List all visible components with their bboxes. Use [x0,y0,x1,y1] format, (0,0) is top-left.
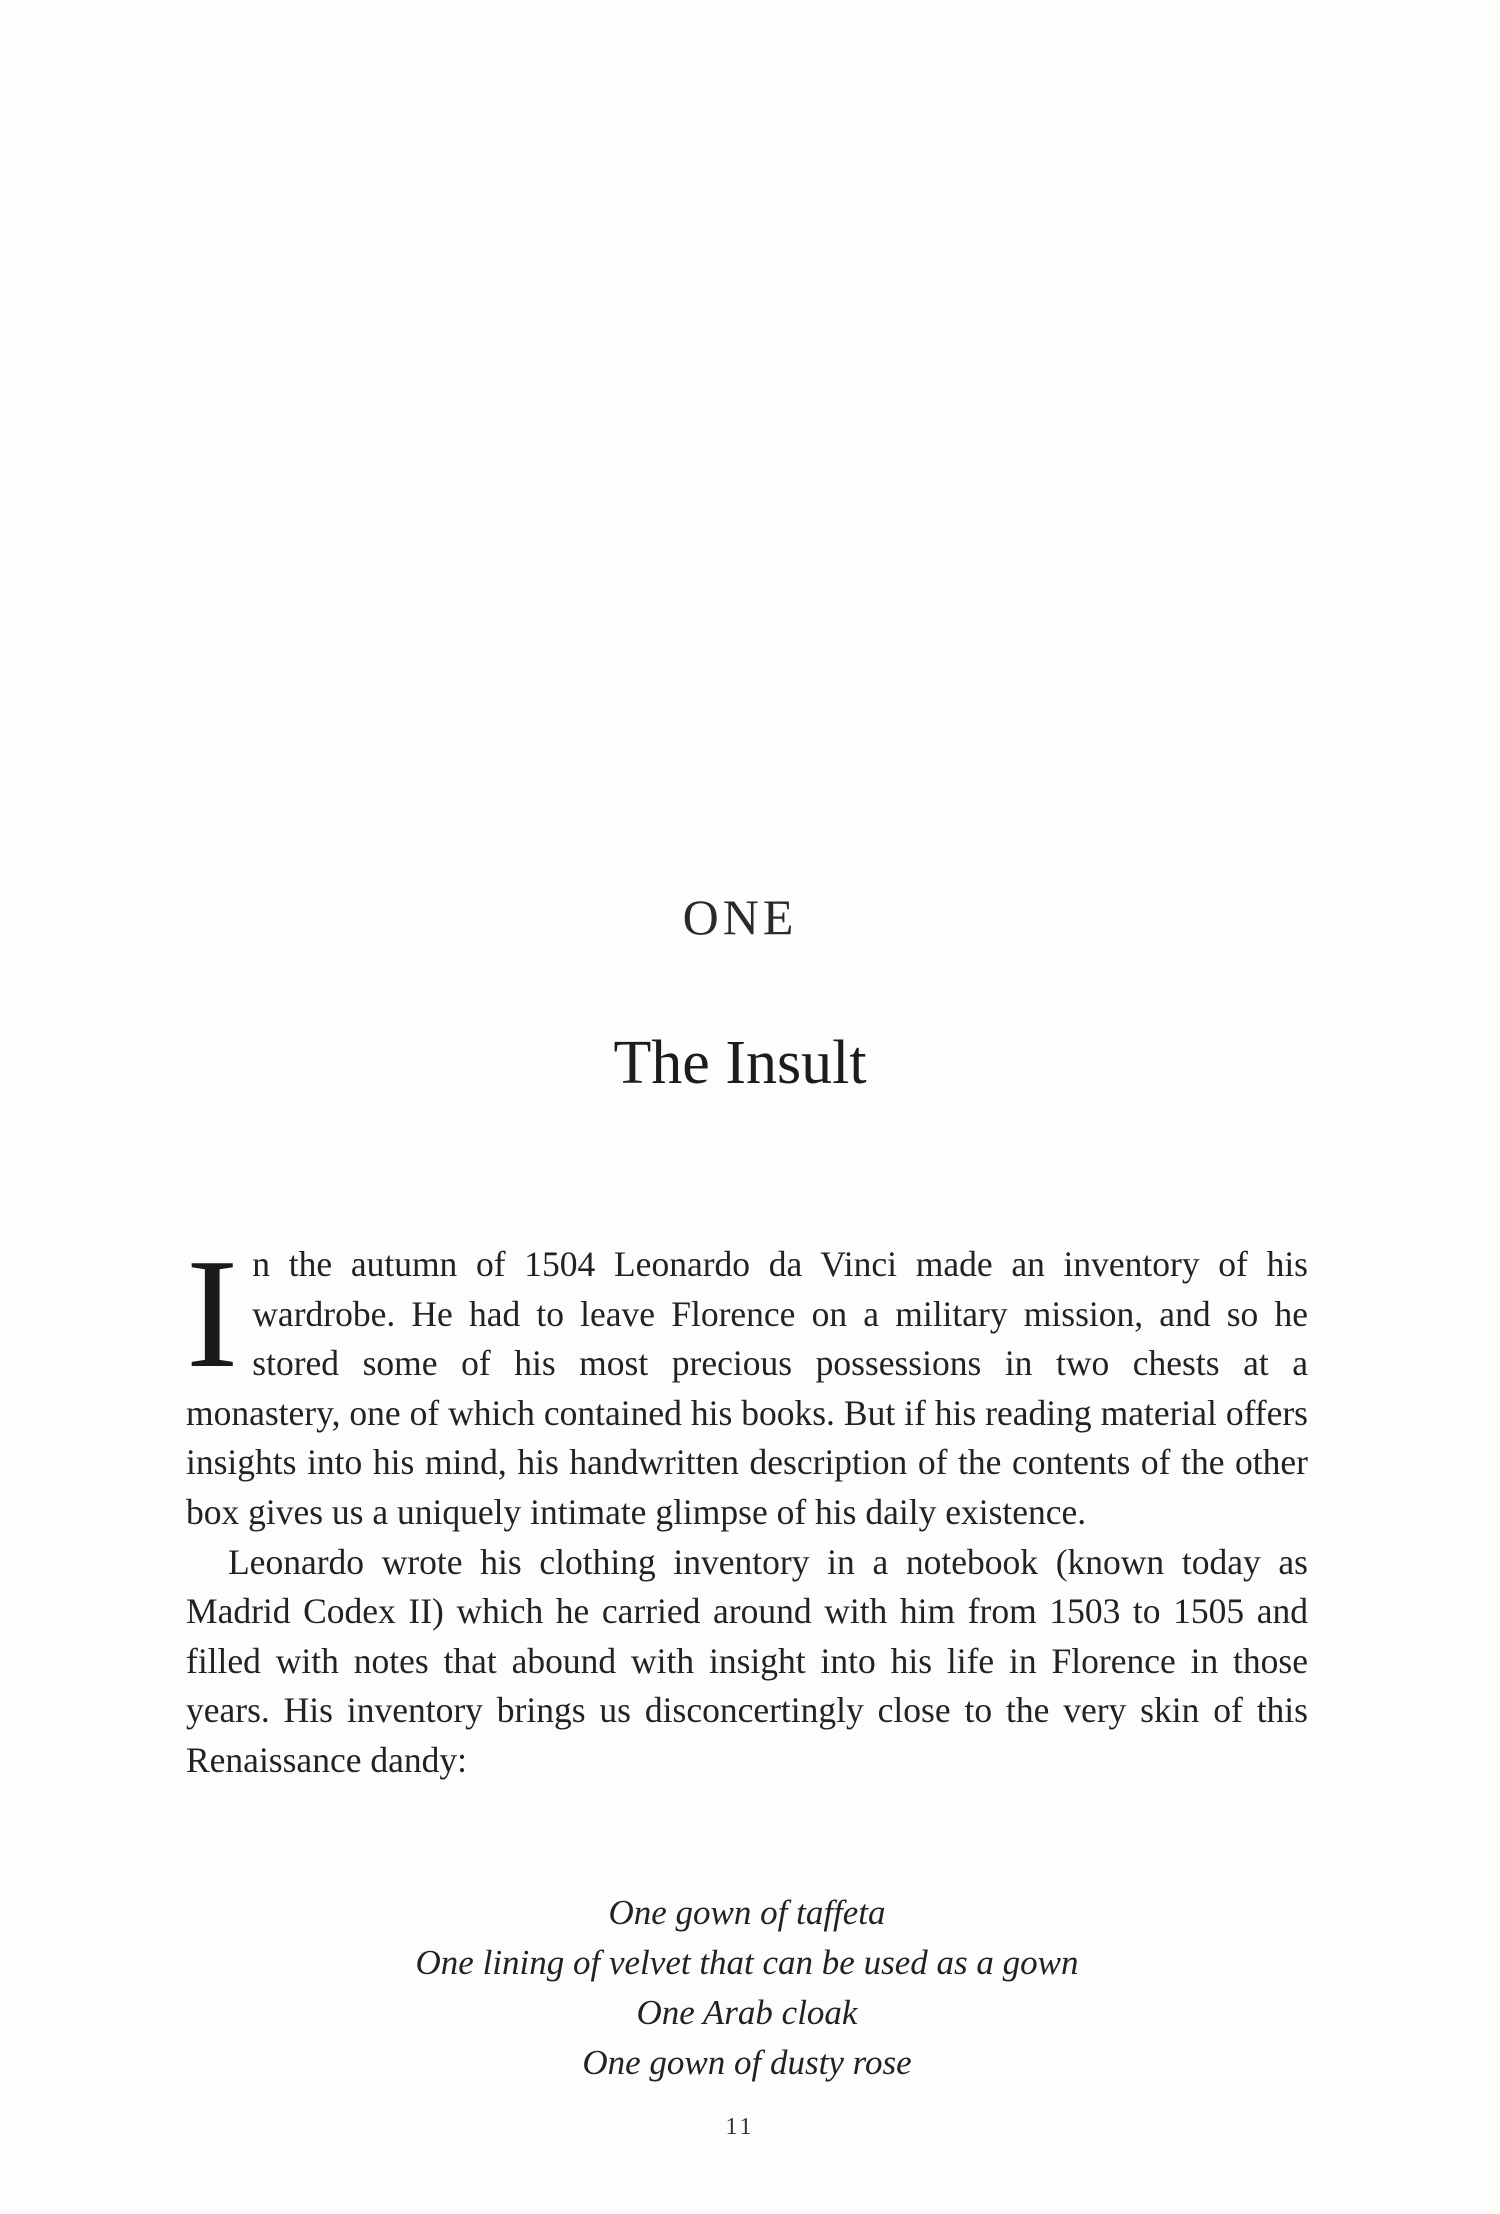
drop-cap: I [186,1226,239,1400]
inventory-line: One lining of velvet that can be used as a gown [415,1943,1079,1982]
body-text [186,1226,1308,1786]
chapter-number: ONE [682,889,798,945]
paragraph-1 [186,1226,1308,1538]
inventory-line: One gown of taffeta [608,1893,886,1932]
inventory-line: One gown of dusty rose [582,2043,912,2082]
paragraph-1-text: n the autumn of 1504 Leonardo da Vinci made an inventory of his wardrobe. He had to leave Florence on a military mission, and so he stored some of his most precious possessions in two chests at a monastery, one of which contained his books. But if his reading material offers insights into his mind, his handwritten description of the contents of the other box gives us a uniquely intimate glimpse of his daily existence. [186,1244,1308,1532]
chapter-title: The Insult [613,1029,867,1097]
inventory-line: One Arab cloak [636,1993,858,2032]
page-number: 11 [725,2114,755,2140]
paragraph-2: Leonardo wrote his clothing inventory in a notebook (known today as Madrid Codex II) which he carried around with him from 1503 to 1505 and filled with notes that abound with insight into his life in Florence in those years. His inventory brings us disconcertingly close to the very skin of this Renaissance dandy: [186,1541,1308,1780]
inventory-list [186,1888,1308,2088]
